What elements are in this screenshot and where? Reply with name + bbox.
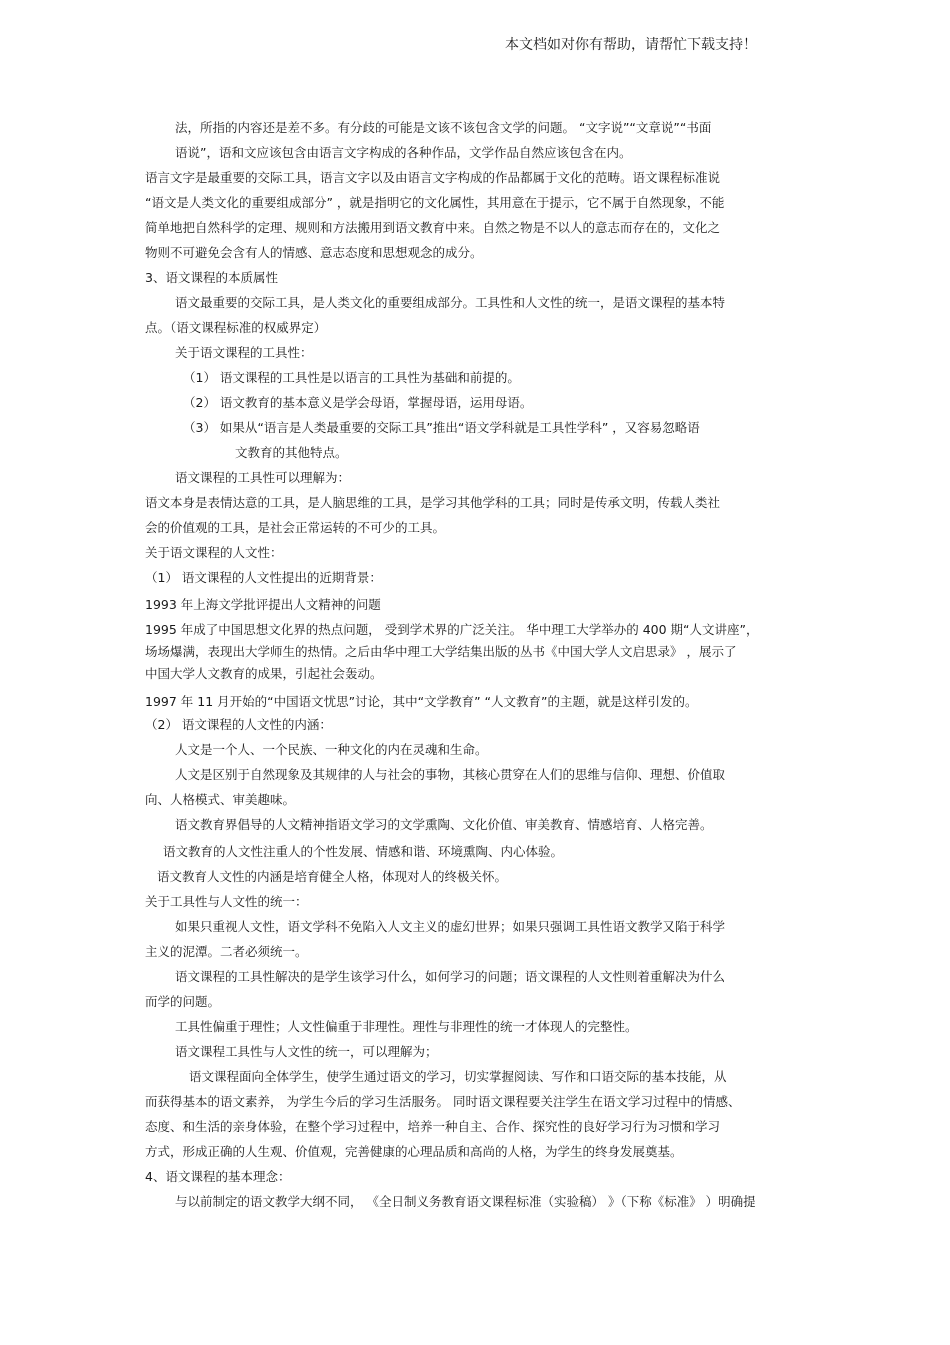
text-line: 工具性偏重于理性；人文性偏重于非理性。理性与非理性的统一才体现人的完整性。 [175,1019,638,1034]
text-line: 关于语文课程的人文性： [145,545,283,560]
text-line: 语言文字是最重要的交际工具，语言文字以及由语言文字构成的作品都属于文化的范畴。语文课程标准说 [145,170,721,185]
text-line: （2） 语文教育的基本意义是学会母语，掌握母语，运用母语。 [183,395,533,410]
text-line: 而学的问题。 [145,994,221,1009]
text-line: 中国大学人文教育的成果，引起社会轰动。 [145,666,383,681]
text-line: 简单地把自然科学的定理、规则和方法搬用到语文教育中来。自然之物是不以人的意志而存在的，文化之 [145,220,721,235]
text-line: 1995 年成了中国思想文化界的热点问题， 受到学术界的广泛关注。 华中理工大学举办的 400 期“人文讲座”， [145,622,759,637]
text-line: 语文教育人文性的内涵是培育健全人格，体现对人的终极关怀。 [157,869,508,884]
text-line: 语文教育的人文性注重人的个性发展、情感和谐、环境熏陶、内心体验。 [163,844,564,859]
text-line: 1997 年 11 月开始的“中国语文忧思”讨论，其中“文学教育” “人文教育”的主题，就是这样引发的。 [145,694,698,709]
text-line: 语文最重要的交际工具，是人类文化的重要组成部分。工具性和人文性的统一，是语文课程的基本特 [175,295,726,310]
text-line: 文教育的其他特点。 [235,445,348,460]
text-line: 人文是一个人、一个民族、一种文化的内在灵魂和生命。 [175,742,488,757]
text-line: 物则不可避免会含有人的情感、意志态度和思想观念的成分。 [145,245,483,260]
text-line: 关于工具性与人文性的统一： [145,894,308,909]
text-line: （1） 语文课程的人文性提出的近期背景： [145,570,382,585]
text-line: 人文是区别于自然现象及其规律的人与社会的事物，其核心贯穿在人们的思维与信仰、理想、价值取 [175,767,726,782]
text-line: 3、语文课程的本质属性 [145,270,278,285]
text-line: 关于语文课程的工具性： [175,345,313,360]
text-line: 如果只重视人文性，语文学科不免陷入人文主义的虚幻世界；如果只强调工具性语文教学又陷于科学 [175,919,726,934]
text-line: 主义的泥潭。二者必须统一。 [145,944,308,959]
text-line: 方式，形成正确的人生观、价值观，完善健康的心理品质和高尚的人格，为学生的终身发展奠基。 [145,1144,683,1159]
text-line: 与以前制定的语文教学大纲不同， 《全日制义务教育语文课程标准（实验稿） 》（下称《标准》 ）明确提 [175,1194,756,1209]
text-line: 语文课程工具性与人文性的统一，可以理解为； [175,1044,438,1059]
text-line: 向、人格模式、审美趣味。 [145,792,296,807]
text-line: 态度、和生活的亲身体验，在整个学习过程中，培养一种自主、合作、探究性的良好学习行为习惯和学习 [145,1119,721,1134]
text-line: 语文课程的工具性可以理解为： [175,470,351,485]
text-line: （3） 如果从“语言是人类最重要的交际工具”推出“语文学科就是工具性学科” ，又容易忽略语 [183,420,700,435]
text-line: 1993 年上海文学批评提出人文精神的问题 [145,597,381,612]
text-line: 语文教育界倡导的人文精神指语文学习的文学熏陶、文化价值、审美教育、情感培育、人格完善。 [175,817,713,832]
text-line: 4、语文课程的基本理念： [145,1169,291,1184]
text-line: 语说”，语和文应该包含由语言文字构成的各种作品，文学作品自然应该包含在内。 [175,145,632,160]
text-line: （1） 语文课程的工具性是以语言的工具性为基础和前提的。 [183,370,520,385]
text-line: （2） 语文课程的人文性的内涵： [145,717,332,732]
text-line: 而获得基本的语文素养， 为学生今后的学习生活服务。 同时语文课程要关注学生在语文学习过程中的情感、 [145,1094,741,1109]
text-line: 点。（语文课程标准的权威界定） [145,320,327,335]
text-line: 语文课程的工具性解决的是学生该学习什么，如何学习的问题；语文课程的人文性则着重解决为什么 [175,969,726,984]
text-line: 会的价值观的工具，是社会正常运转的不可少的工具。 [145,520,446,535]
text-line: 场场爆满，表现出大学师生的热情。之后由华中理工大学结集出版的丛书《中国大学人文启思录》 ，展示了 [145,644,737,659]
header-banner: 本文档如对你有帮助，请帮忙下载支持！ [505,37,757,53]
text-line: “语文是人类文化的重要组成部分” ，就是指明它的文化属性，其用意在于提示，它不属于自然现象，不能 [145,195,725,210]
text-line: 法，所指的内容还是差不多。有分歧的可能是文该不该包含文学的问题。 “文字说”“文章说”“书面 [175,120,712,135]
text-line: 语文课程面向全体学生，使学生通过语文的学习，切实掌握阅读、写作和口语交际的基本技能，从 [189,1069,727,1084]
text-line: 语文本身是表情达意的工具，是人脑思维的工具，是学习其他学科的工具；同时是传承文明，传载人类社 [145,495,721,510]
